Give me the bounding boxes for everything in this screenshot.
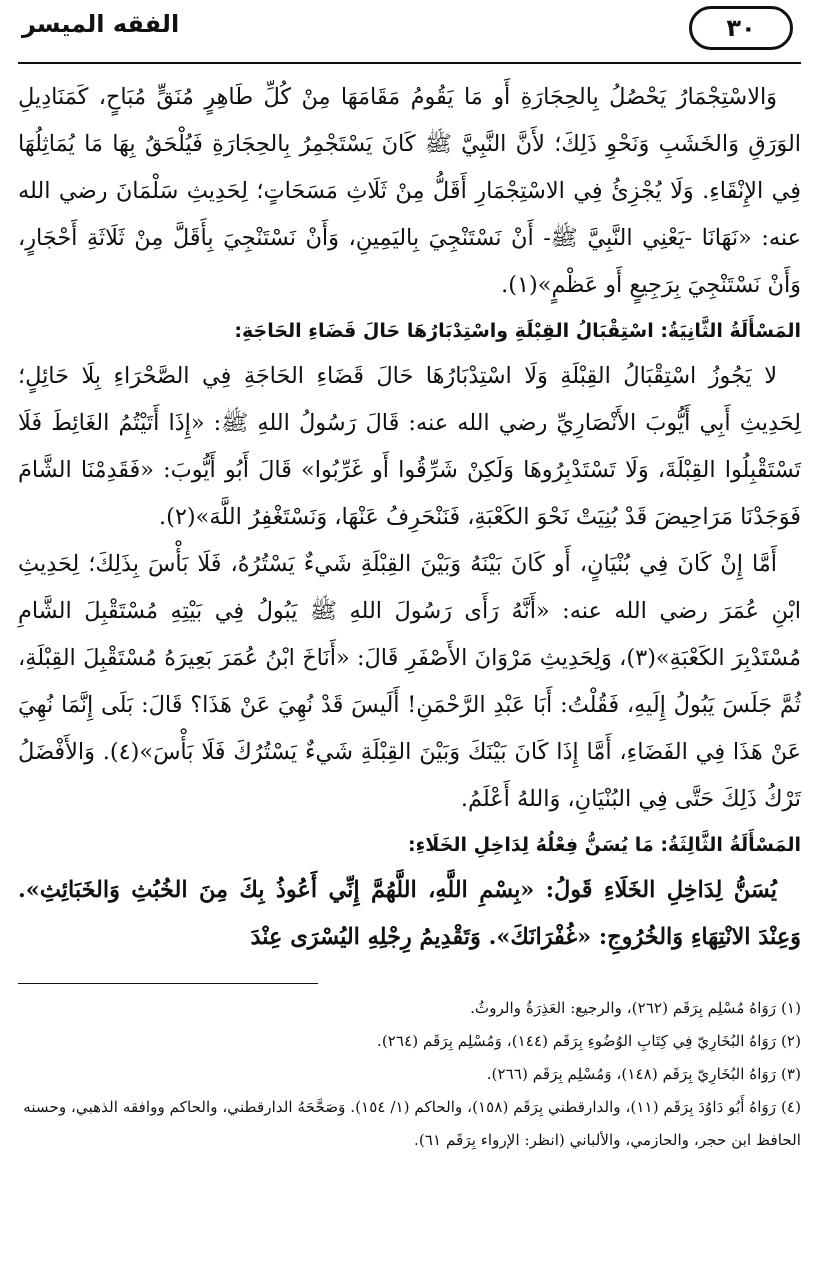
footnote-3: (٣) رَوَاهُ البُخَارِيّ بِرَقَم (١٤٨)، وَمُسْلِم بِرَقَم (٢٦٦). xyxy=(486,1065,801,1083)
paragraph-entering: يُسَنُّ لِدَاخِلِ الخَلَاءِ قَولُ: «بِسْمِ اللَّهِ، اللَّهُمَّ إِنِّي أَعُوذُ بِكَ مِنَ الخُبُثِ وَالخَبَائِثِ». وَعِنْدَ الانْتِهَاءِ وَالخُرُوجِ: «غُفْرَانَكَ». وَتَقْدِيمُ رِجْلِهِ اليُسْرَى عِنْدَ xyxy=(18,877,801,950)
paragraph-qibla: لا يَجُوزُ اسْتِقْبَالُ القِبْلَةِ وَلَا اسْتِدْبَارُهَا حَالَ قَضَاءِ الحَاجَةِ فِي الصَّحْرَاءِ بِلَا حَائِلٍ؛ لِحَدِيثِ أَبِي أَيُّوبَ الأَنْصَارِيِّ رضي الله عنه: قَالَ رَسُولُ اللهِ ﷺ: «إِذَا أَتَيْتُمُ الغَائِطَ فَلَا تَسْتَقْبِلُوا القِبْلَةَ، وَلَا تَسْتَدْبِرُوهَا وَلَكِنْ شَرِّقُوا أَو غَرِّبُوا» قَالَ أَبُو أَيُّوبَ: «فَقَدِمْنَا الشَّامَ فَوَجَدْنَا مَرَاحِيضَ قَدْ بُنِيَتْ نَحْوَ الكَعْبَةِ، فَنَنْحَرِفُ عَنْهَا، وَنَسْتَغْفِرُ اللَّهَ»(٢). xyxy=(18,363,801,530)
section-heading-entering: المَسْأَلَةُ الثَّالِثَةُ: مَا يُسَنُّ فِعْلُهُ لِدَاخِلِ الخَلَاءِ: xyxy=(407,834,801,856)
footnotes xyxy=(18,992,801,1157)
book-title: الفقه الميسر xyxy=(22,10,180,38)
footnote-1: (١) رَوَاهُ مُسْلِم بِرَقَم (٢٦٢)، والرجيع: العَذِرَةُ والروثُ. xyxy=(470,999,801,1017)
footnote-2: (٢) رَوَاهُ البُخَارِيّ فِي كِتَابِ الوُضُوءِ بِرَقَم (١٤٤)، وَمُسْلِم بِرَقَم (٢٦٤). xyxy=(377,1032,801,1050)
paragraph-buildings: أَمَّا إِنْ كَانَ فِي بُنْيَانٍ، أَو كَانَ بَيْنَهُ وَبَيْنَ القِبْلَةِ شَيءٌ يَسْتُرُهُ، فَلَا بَأْسَ بِذَلِكَ؛ لِحَدِيثِ ابْنِ عُمَرَ رضي الله عنه: «أَنَّهُ رَأَى رَسُولَ اللهِ ﷺ يَبُولُ فِي بَيْتِهِ مُسْتَقْبِلَ الشَّامِ مُسْتَدْبِرَ الكَعْبَةِ»(٣)، وَلِحَدِيثِ مَرْوَانَ الأَصْفَرِ قَالَ: «أَنَاخَ ابْنُ عُمَرَ بَعِيرَهُ مُسْتَقْبِلَ القِبْلَةِ، ثُمَّ جَلَسَ يَبُولُ إِلَيهِ، فَقُلْتُ: أَبَا عَبْدِ الرَّحْمَنِ! أَلَيسَ قَدْ نُهِيَ عَنْ هَذَا؟ قَالَ: بَلَى إِنَّمَا نُهِيَ عَنْ هَذَا فِي الفَضَاءِ، أَمَّا إِذَا كَانَ بَيْنَكَ وَبَيْنَ القِبْلَةِ شَيءٌ يَسْتُرُكَ فَلَا بَأْسَ»(٤). وَالأَفْضَلُ تَرْكُ ذَلِكَ حَتَّى فِي البُنْيَانِ، وَاللهُ أَعْلَمُ. xyxy=(18,551,801,812)
page-number: ٣٠ xyxy=(689,6,793,50)
footnote-4: (٤) رَوَاهُ أَبُو دَاوُدَ بِرَقَم (١١)، والدارقطني بِرَقَم (١٥٨)، والحاكم (١/ ١٥٤). وَصَحَّحَهُ الدارقطني، والحاكم ووافقه الذهبي، وحسنه الحافظ ابن حجر، والحازمي، والألباني (انظر: الإرواء بِرَقَم ٦١). xyxy=(23,1098,801,1149)
footnote-divider xyxy=(18,983,318,984)
section-heading-qibla: المَسْأَلَةُ الثَّانِيَةُ: اسْتِقْبَالُ القِبْلَةِ واسْتِدْبَارُهَا حَالَ قَضَاءِ الحَاجَةِ: xyxy=(234,320,801,342)
paragraph-istijmar: وَالاسْتِجْمَارُ يَحْصُلُ بِالحِجَارَةِ أَو مَا يَقُومُ مَقَامَهَا مِنْ كُلِّ طَاهِرٍ مُنَقٍّ مُبَاحٍ، كَمَنَادِيلِ الوَرَقِ وَالخَشَبِ وَنَحْوِ ذَلِكَ؛ لأَنَّ النَّبِيَّ ﷺ كَانَ يَسْتَجْمِرُ بِالحِجَارَةِ فَيُلْحَقُ بِهَا مَا يُمَاثِلُهَا فِي الإِنْقَاءِ. وَلَا يُجْزِئُ فِي الاسْتِجْمَارِ أَقَلُّ مِنْ ثَلَاثِ مَسَحَاتٍ؛ لِحَدِيثِ سَلْمَانَ رضي الله عنه: «نَهَانَا -يَعْنِي النَّبِيَّ ﷺ- أَنْ نَسْتَنْجِيَ بِاليَمِينِ، وَأَنْ نَسْتَنْجِيَ بِأَقَلَّ مِنْ ثَلَاثَةِ أَحْجَارٍ، وَأَنْ نَسْتَنْجِيَ بِرَجِيعٍ أَو عَظْمٍ»(١). xyxy=(18,84,801,298)
main-text xyxy=(18,74,801,961)
page-header xyxy=(18,0,801,64)
